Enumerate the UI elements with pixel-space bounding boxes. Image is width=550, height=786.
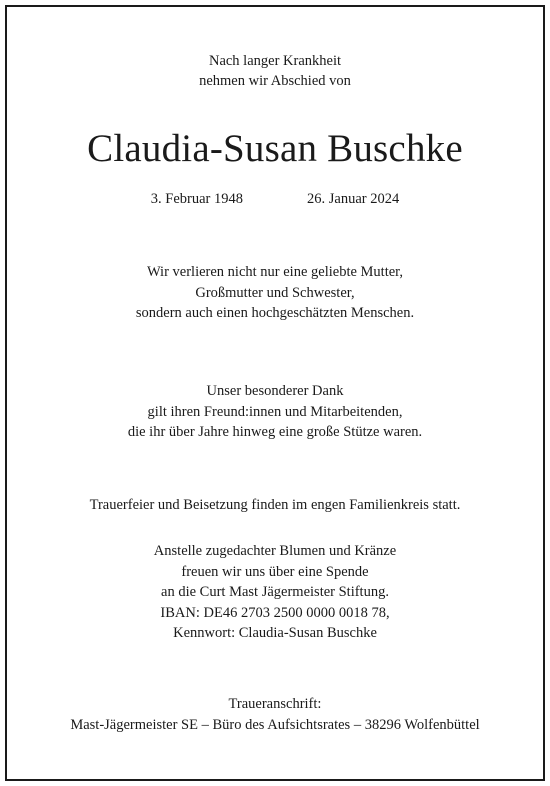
tribute-line-1: Wir verlieren nicht nur eine geliebte Mutter, (146, 264, 404, 280)
life-dates (0, 189, 550, 209)
address-paragraph (0, 694, 550, 735)
funeral-line-1: Trauerfeier und Beisetzung finden im engen Familienkreis statt. (89, 497, 461, 513)
thanks-line-3: die ihr über Jahre hinweg eine große Stütze waren. (127, 424, 423, 440)
thanks-line-2: gilt ihren Freund:innen und Mitarbeitenden, (147, 403, 403, 420)
tribute-line-2: Großmutter und Schwester, (195, 284, 355, 301)
donation-paragraph (0, 541, 550, 644)
tribute-line-3: sondern auch einen hochgeschätzten Menschen. (135, 305, 415, 321)
donation-line-2: freuen wir uns über eine Spende (181, 563, 369, 580)
birth-date: 3. Februar 1948 (150, 191, 243, 207)
deceased-name: Claudia-Susan Buschke (87, 127, 463, 170)
thanks-line-1: Unser besonderer Dank (206, 383, 344, 399)
death-date: 26. Januar 2024 (307, 191, 400, 207)
intro-line-2: nehmen wir Abschied von (199, 73, 351, 89)
donation-line-1: Anstelle zugedachter Blumen und Kränze (153, 543, 397, 559)
donation-iban: IBAN: DE46 2703 2500 0000 0018 78, (160, 604, 390, 621)
intro-text (0, 51, 550, 91)
donation-reference: Kennwort: Claudia-Susan Buschke (173, 625, 377, 641)
tribute-paragraph (0, 262, 550, 324)
donation-line-3: an die Curt Mast Jägermeister Stiftung. (161, 584, 389, 600)
thanks-paragraph (0, 381, 550, 443)
intro-line-1: Nach langer Krankheit (208, 53, 342, 69)
address-label: Traueranschrift: (228, 696, 322, 712)
funeral-paragraph (0, 495, 550, 516)
address-line: Mast-Jägermeister SE – Büro des Aufsichtsrates – 38296 Wolfenbüttel (70, 716, 480, 733)
